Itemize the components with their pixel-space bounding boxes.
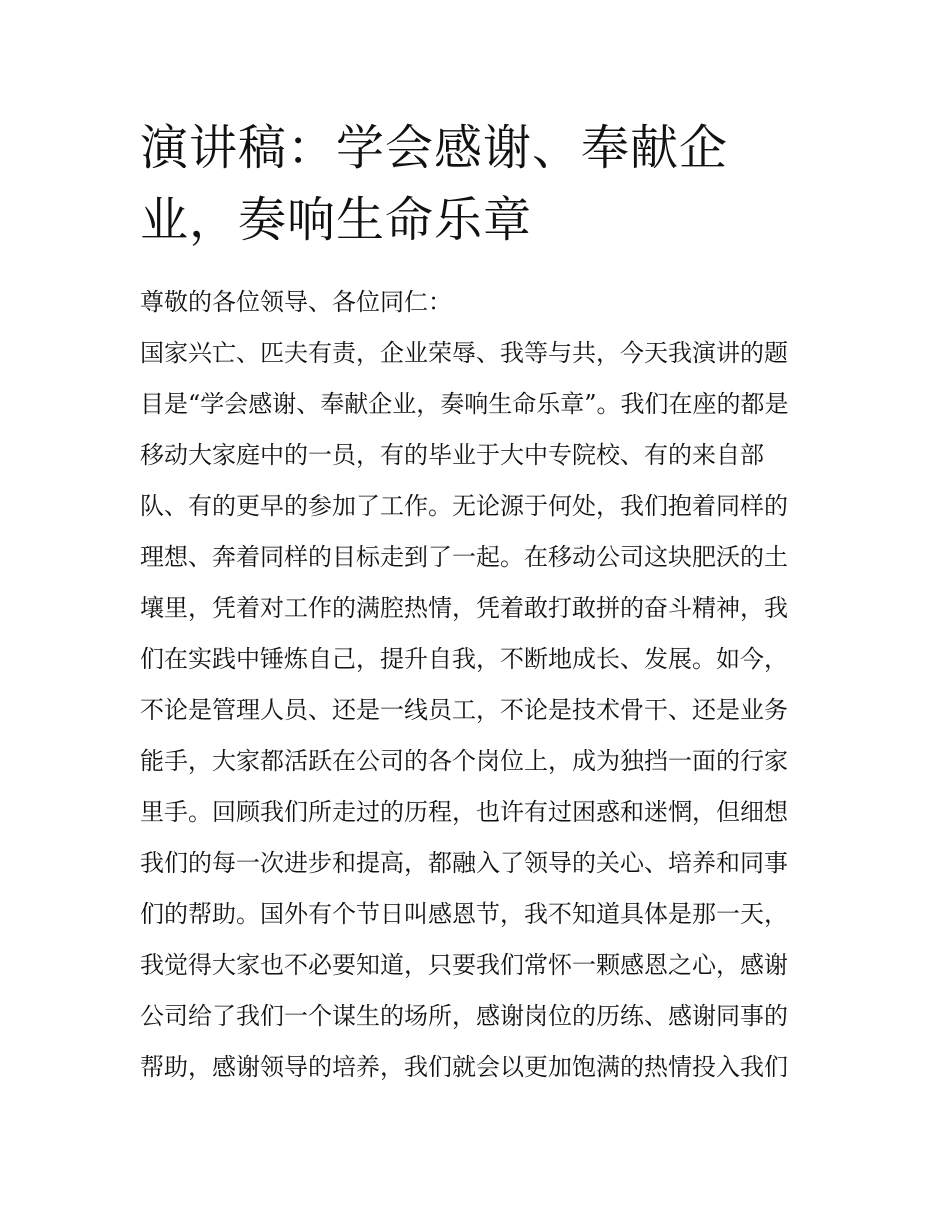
body-line: 队、有的更早的参加了工作。无论源于何处，我们抱着同样的 <box>140 492 788 520</box>
body-line: 能手，大家都活跃在公司的各个岗位上，成为独挡一面的行家 <box>140 747 788 775</box>
title-line: 业，奏响生命乐章 <box>140 192 533 248</box>
salutation: 尊敬的各位领导、各位同仁： <box>140 288 452 316</box>
body-line: 们在实践中锤炼自己，提升自我，不断地成长、发展。如今， <box>140 645 788 673</box>
body-line: 目是“学会感谢、奉献企业，奏响生命乐章”。我们在座的都是 <box>140 390 789 418</box>
body-line: 壤里，凭着对工作的满腔热情，凭着敢打敢拼的奋斗精神，我 <box>140 594 788 622</box>
speech-body <box>140 283 830 1099</box>
body-line: 帮助，感谢领导的培养，我们就会以更加饱满的热情投入我们 <box>140 1053 788 1081</box>
body-line: 里手。回顾我们所走过的历程，也许有过困惑和迷惘，但细想 <box>140 798 788 826</box>
body-line: 移动大家庭中的一员，有的毕业于大中专院校、有的来自部 <box>140 441 764 469</box>
body-line: 国家兴亡、匹夫有责，企业荣辱、我等与共，今天我演讲的题 <box>140 339 788 367</box>
body-line: 我们的每一次进步和提高，都融入了领导的关心、培养和同事 <box>140 849 788 877</box>
speech-title <box>140 112 800 256</box>
body-line: 们的帮助。国外有个节日叫感恩节，我不知道具体是那一天， <box>140 900 788 928</box>
title-line: 演讲稿：学会感谢、奉献企 <box>140 120 729 176</box>
body-line: 理想、奔着同样的目标走到了一起。在移动公司这块肥沃的土 <box>140 543 788 571</box>
body-line: 我觉得大家也不必要知道，只要我们常怀一颗感恩之心，感谢 <box>140 951 788 979</box>
body-line: 不论是管理人员、还是一线员工，不论是技术骨干、还是业务 <box>140 696 788 724</box>
body-line: 公司给了我们一个谋生的场所，感谢岗位的历练、感谢同事的 <box>140 1002 788 1030</box>
